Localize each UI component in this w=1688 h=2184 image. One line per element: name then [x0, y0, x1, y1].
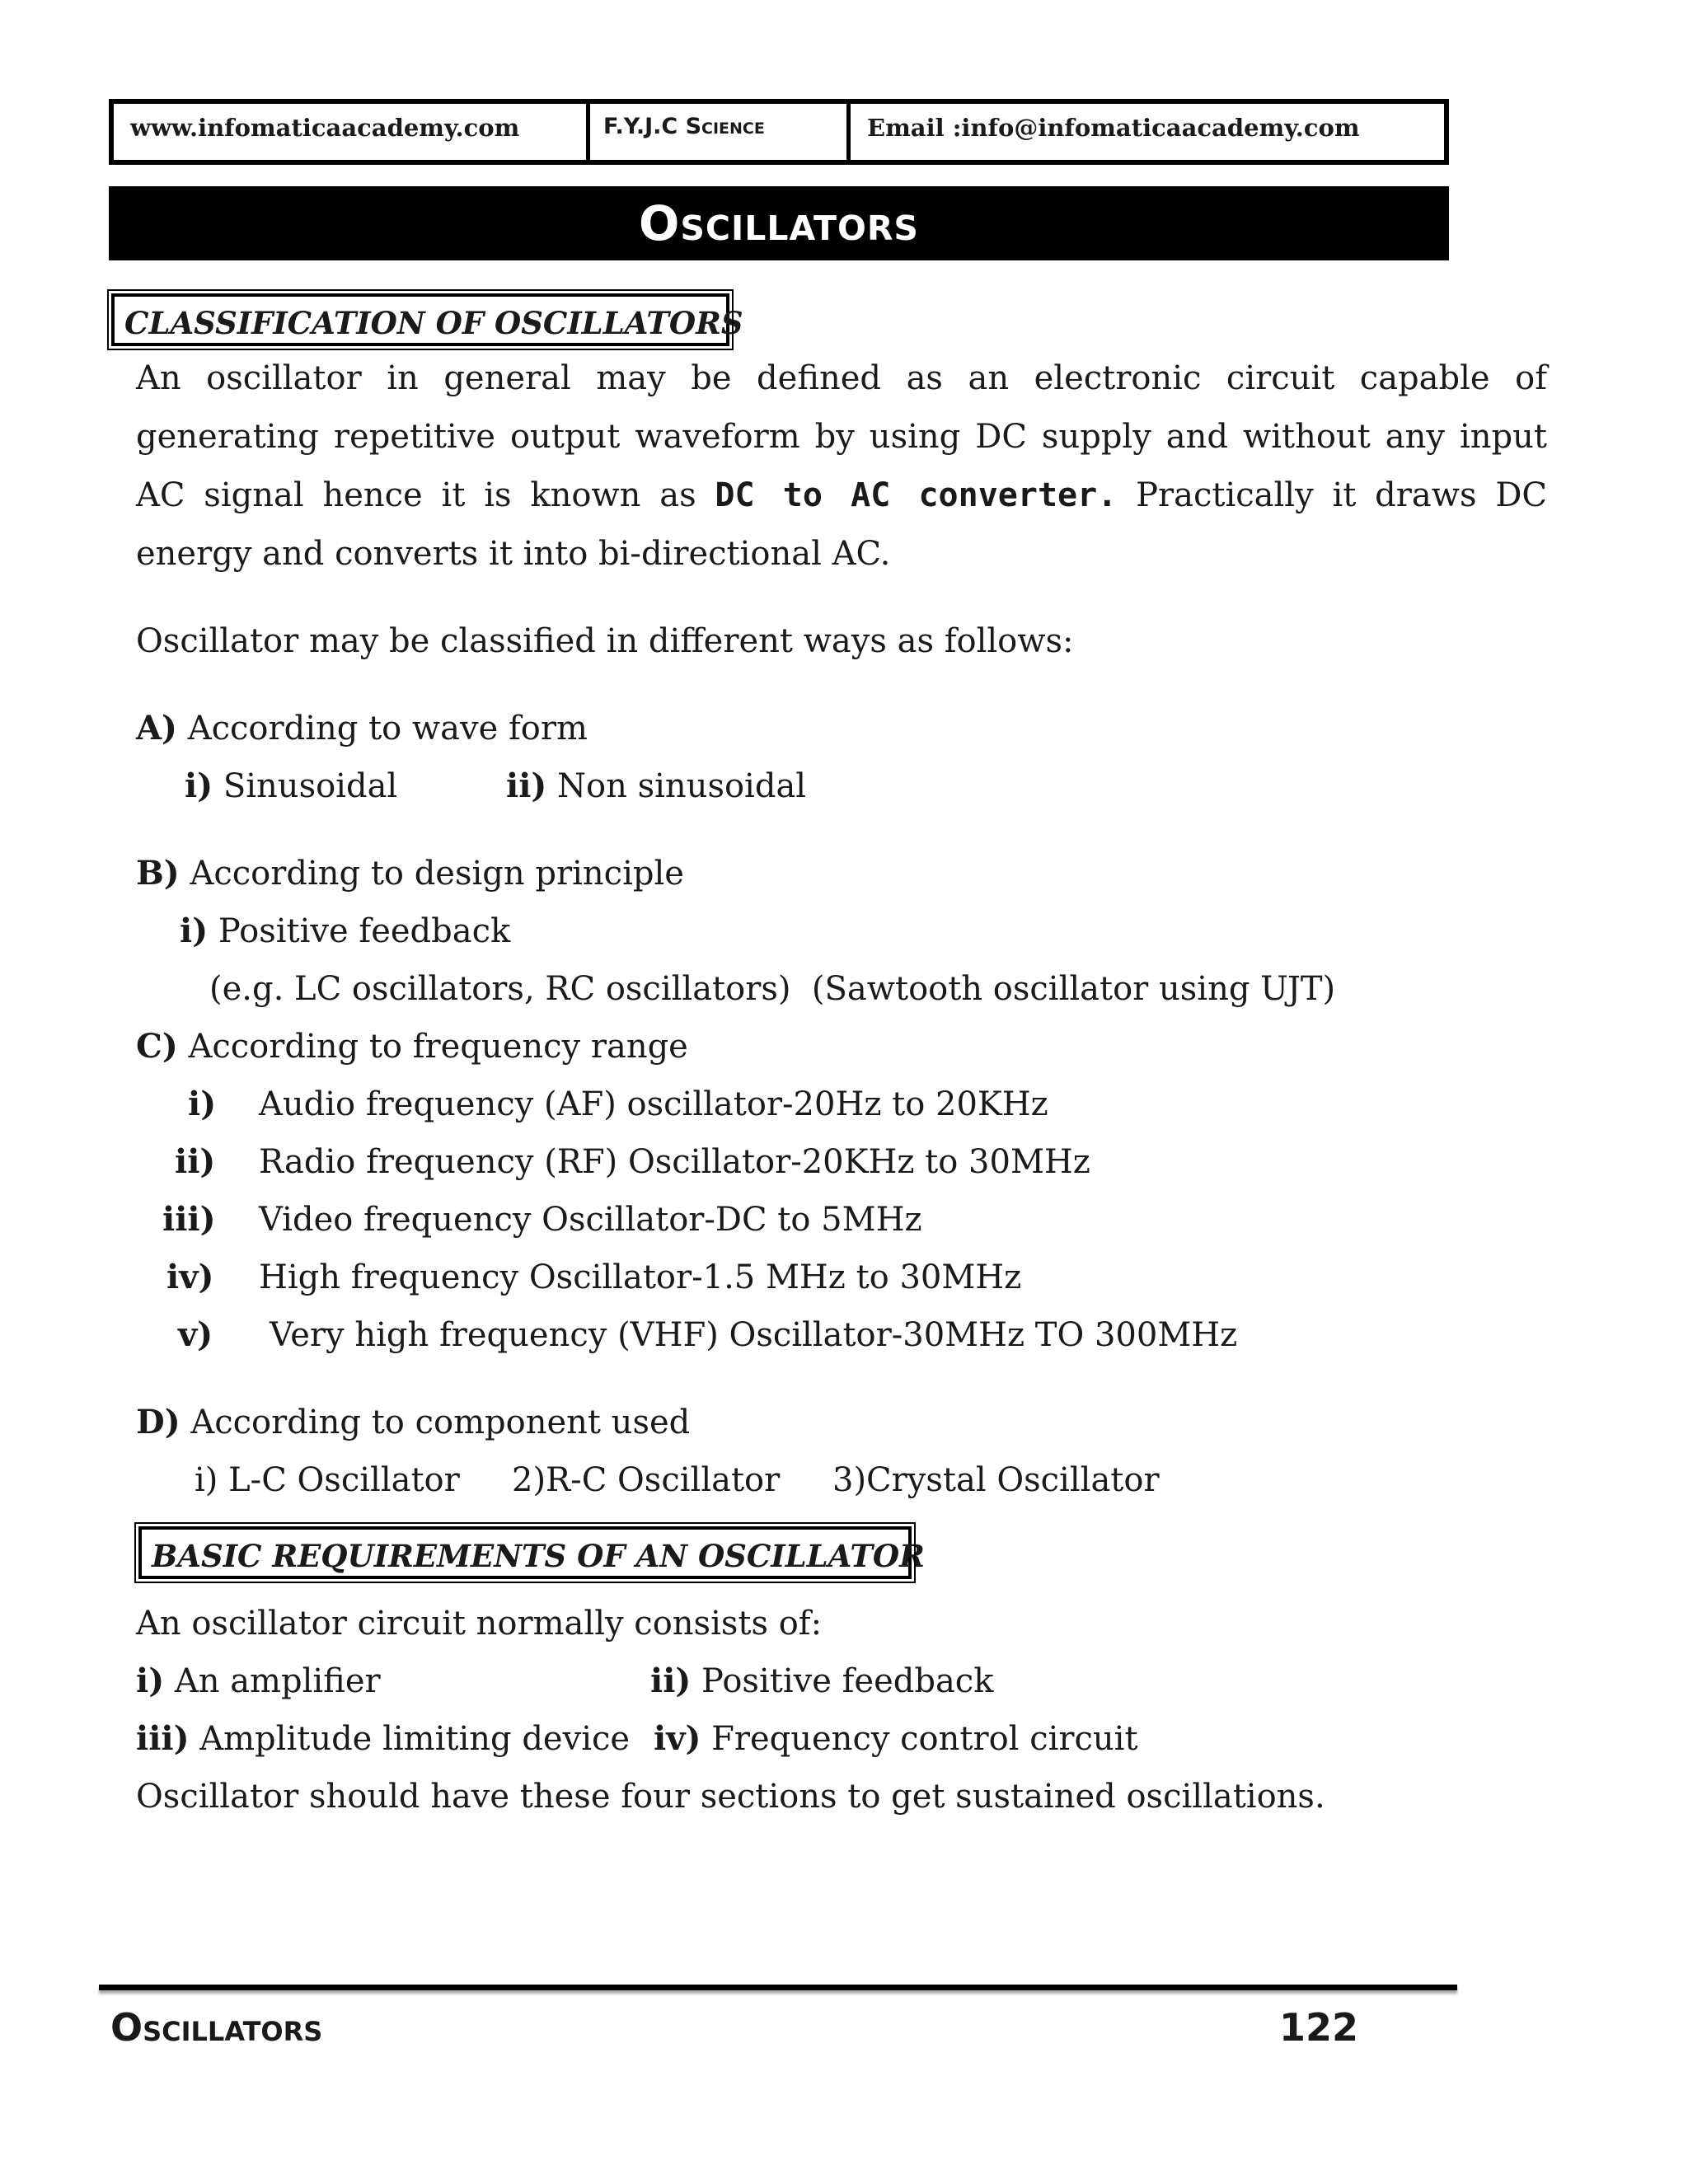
group-b-marker: B)	[136, 854, 180, 893]
header-email: Email :info@infomaticaacademy.com	[867, 114, 1360, 142]
freq-item-text: Very high frequency (VHF) Oscillator-30MHz TO 300MHz	[270, 1316, 1238, 1354]
freq-item-marker: ii)	[175, 1142, 216, 1181]
freq-item-text: Video frequency Oscillator-DC to 5MHz	[259, 1201, 922, 1239]
section-heading-classification: CLASSIFICATION OF OSCILLATORS	[111, 293, 729, 346]
component-rc: 2)R-C Oscillator	[512, 1461, 781, 1499]
intro-paragraph	[136, 349, 1547, 583]
freq-item-marker: v)	[178, 1315, 213, 1354]
component-lc: i) L-C Oscillator	[195, 1461, 460, 1499]
group-d-marker: D)	[136, 1403, 181, 1441]
group-b-heading	[136, 854, 684, 893]
intro-highlight: DC to AC converter.	[715, 476, 1118, 514]
freq-item-text: High frequency Oscillator-1.5 MHz to 30MHz	[259, 1258, 1022, 1296]
requirement-marker: iii)	[136, 1719, 190, 1758]
footer-rule	[99, 1985, 1457, 1990]
requirements-intro: An oscillator circuit normally consists of:	[136, 1605, 823, 1643]
header-website: www.infomaticaacademy.com	[114, 104, 590, 160]
component-crystal: 3)Crystal Oscillator	[832, 1461, 1160, 1499]
freq-item-marker: i)	[188, 1085, 217, 1123]
header-bar	[109, 99, 1449, 165]
option-marker: i)	[185, 766, 213, 805]
group-c-heading	[136, 1027, 688, 1066]
group-b-label: According to design principle	[190, 855, 684, 893]
page-number: 122	[1279, 2005, 1359, 2050]
requirement-amplitude-limiter	[136, 1719, 631, 1758]
requirement-feedback	[650, 1661, 994, 1700]
header-course: F.Y.J.C Science	[590, 104, 851, 160]
freq-item-text: Audio frequency (AF) oscillator-20Hz to 20KHz	[259, 1085, 1048, 1123]
group-a-option-1	[185, 766, 398, 805]
freq-item-marker: iv)	[166, 1258, 214, 1296]
intro-text-1: An oscillator in general may be defined as an electronic circuit capable of generating repetitive output waveform by using DC supply and without any input AC signal hence it is known as	[136, 359, 1547, 514]
group-a-label: According to wave form	[187, 710, 588, 748]
requirement-text: An amplifier	[174, 1662, 381, 1700]
requirement-amplifier	[136, 1661, 381, 1700]
option-marker: ii)	[506, 766, 547, 805]
requirement-text: Positive feedback	[701, 1662, 994, 1700]
requirement-marker: ii)	[650, 1661, 692, 1700]
group-b-option-1	[180, 912, 511, 950]
requirement-marker: iv)	[654, 1719, 701, 1758]
requirements-conclusion: Oscillator should have these four sections to get sustained oscillations.	[136, 1778, 1325, 1816]
option-text: Sinusoidal	[223, 767, 398, 805]
intro-text-2: Practically it draws DC energy and converts it into bi-directional AC.	[136, 476, 1547, 573]
group-d-label: According to component used	[190, 1404, 691, 1441]
section-heading-requirements: BASIC REQUIREMENTS OF AN OSCILLATOR	[138, 1526, 912, 1579]
option-text: Positive feedback	[218, 912, 511, 950]
classified-line: Oscillator may be classified in different ways as follows:	[136, 622, 1074, 660]
option-text: Non sinusoidal	[557, 767, 807, 805]
group-a-marker: A)	[136, 709, 177, 748]
requirement-text: Amplitude limiting device	[199, 1720, 631, 1758]
group-c-marker: C)	[136, 1027, 178, 1066]
group-a-option-2	[506, 766, 807, 805]
requirement-text: Frequency control circuit	[711, 1720, 1138, 1758]
group-b-example: (e.g. LC oscillators, RC oscillators) (Sawtooth oscillator using UJT)	[209, 970, 1336, 1008]
freq-item-text: Radio frequency (RF) Oscillator-20KHz to 30MHz	[259, 1143, 1090, 1181]
group-a-heading	[136, 709, 588, 748]
group-d-heading	[136, 1403, 691, 1441]
group-c-label: According to frequency range	[188, 1028, 688, 1066]
freq-item-marker: iii)	[162, 1200, 216, 1239]
option-marker: i)	[180, 912, 209, 950]
page-title: Oscillators	[109, 186, 1449, 260]
requirement-marker: i)	[136, 1661, 165, 1700]
requirement-frequency-control	[654, 1719, 1138, 1758]
footer-chapter: Oscillators	[110, 2005, 323, 2050]
